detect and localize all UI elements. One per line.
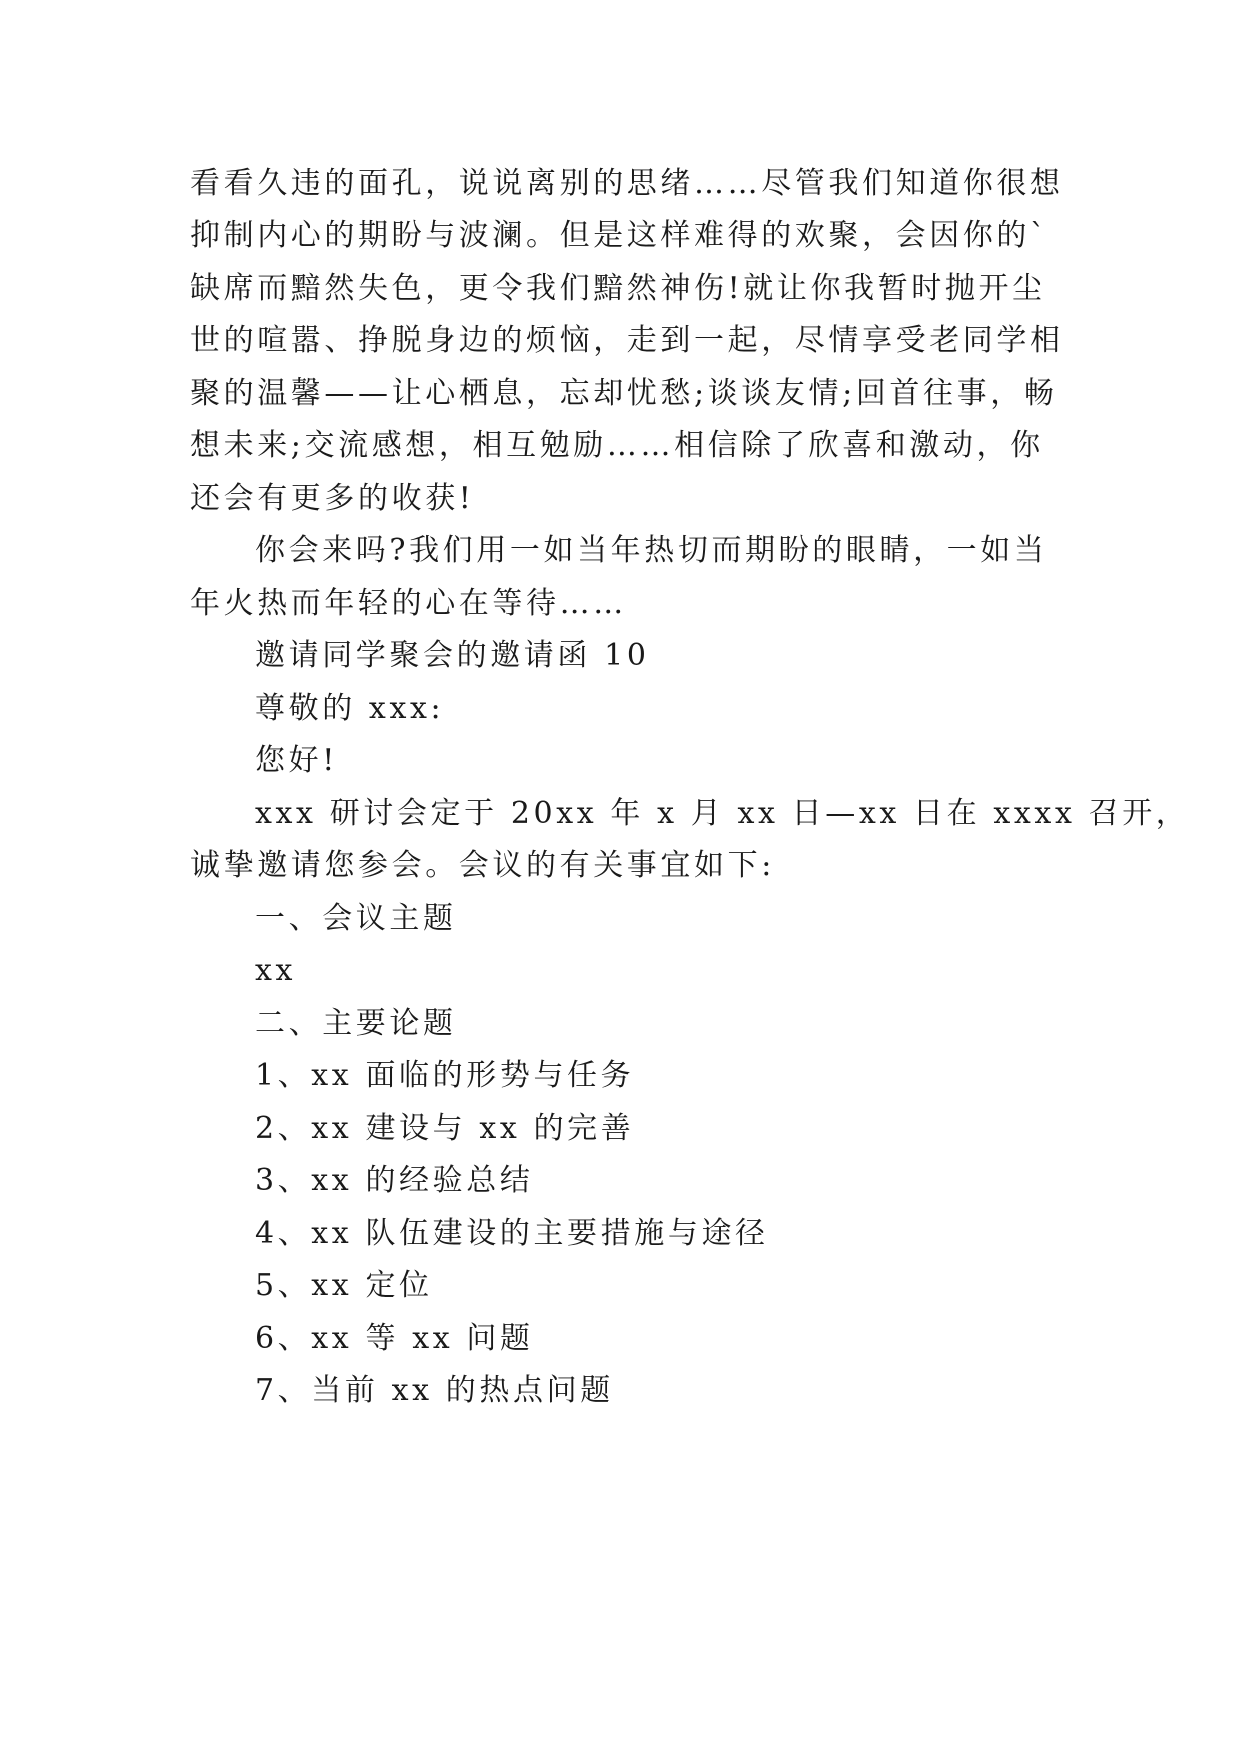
- greeting: 您好!: [255, 743, 338, 778]
- topic-item: 2、xx 建设与 xx 的完善: [255, 1111, 635, 1146]
- paragraph-line: 你会来吗?我们用一如当年热切而期盼的眼睛，一如当: [255, 533, 1048, 568]
- paragraph-line: 聚的温馨——让心栖息，忘却忧愁;谈谈友情;回首往事，畅: [190, 376, 1058, 411]
- paragraph-line: 看看久违的面孔，说说离别的思绪……尽管我们知道你很想: [190, 166, 1064, 201]
- heading-meeting-theme: 一、会议主题: [255, 901, 457, 936]
- topic-item: 7、当前 xx 的热点问题: [255, 1373, 614, 1408]
- paragraph-line: 想未来;交流感想，相互勉励……相信除了欣喜和激动，你: [190, 428, 1044, 463]
- topic-item: 5、xx 定位: [255, 1268, 433, 1303]
- section-title: 邀请同学聚会的邀请函 10: [255, 638, 650, 673]
- topic-item: 3、xx 的经验总结: [255, 1163, 534, 1198]
- paragraph-line: 诚挚邀请您参会。会议的有关事宜如下:: [190, 848, 775, 883]
- paragraph-line: 还会有更多的收获!: [190, 481, 475, 516]
- paragraph-line: 年火热而年轻的心在等待……: [190, 586, 627, 621]
- topic-item: 6、xx 等 xx 问题: [255, 1321, 534, 1356]
- topic-item: 1、xx 面临的形势与任务: [255, 1058, 635, 1093]
- paragraph-line: 抑制内心的期盼与波澜。但是这样难得的欢聚，会因你的`: [190, 218, 1049, 253]
- heading-main-topics: 二、主要论题: [255, 1006, 457, 1041]
- topic-item: 4、xx 队伍建设的主要措施与途径: [255, 1216, 769, 1251]
- paragraph-line: xxx 研讨会定于 20xx 年 x 月 xx 日—xx 日在 xxxx 召开，: [255, 796, 1190, 831]
- paragraph-line: 世的喧嚣、挣脱身边的烦恼，走到一起，尽情享受老同学相: [190, 323, 1064, 358]
- meeting-theme: xx: [255, 953, 297, 988]
- paragraph-line: 缺席而黯然失色，更令我们黯然神伤!就让你我暂时抛开尘: [190, 271, 1046, 306]
- salutation: 尊敬的 xxx:: [255, 691, 445, 726]
